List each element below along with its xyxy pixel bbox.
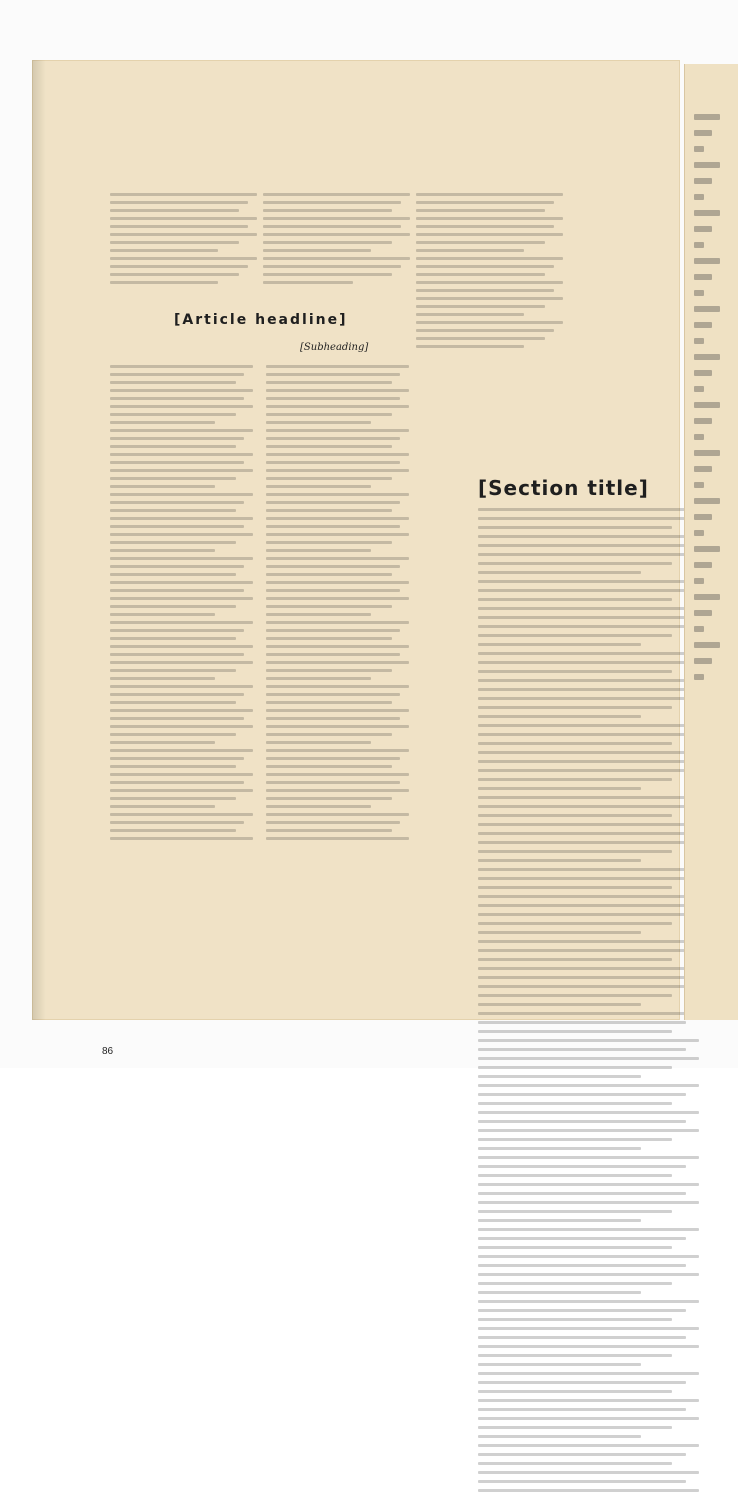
magazine-page	[32, 60, 680, 1057]
article-body-right-column	[266, 360, 412, 1050]
section-title: [Section title]	[478, 476, 649, 500]
article-subtitle: [Subheading]	[300, 342, 369, 353]
article-body	[110, 360, 412, 1050]
section-body	[478, 508, 704, 1492]
article-headline-text: [Article headline]	[174, 312, 348, 328]
right-section	[478, 476, 704, 1498]
top-column-3	[416, 188, 566, 353]
article-headline	[172, 312, 492, 328]
top-column-2	[263, 188, 413, 289]
adjacent-page-edge	[684, 64, 738, 1020]
top-column-1	[110, 188, 260, 289]
page-number: 86	[102, 1046, 114, 1057]
adjacent-page-marks	[694, 104, 734, 984]
article-body-left-column	[110, 360, 256, 1050]
